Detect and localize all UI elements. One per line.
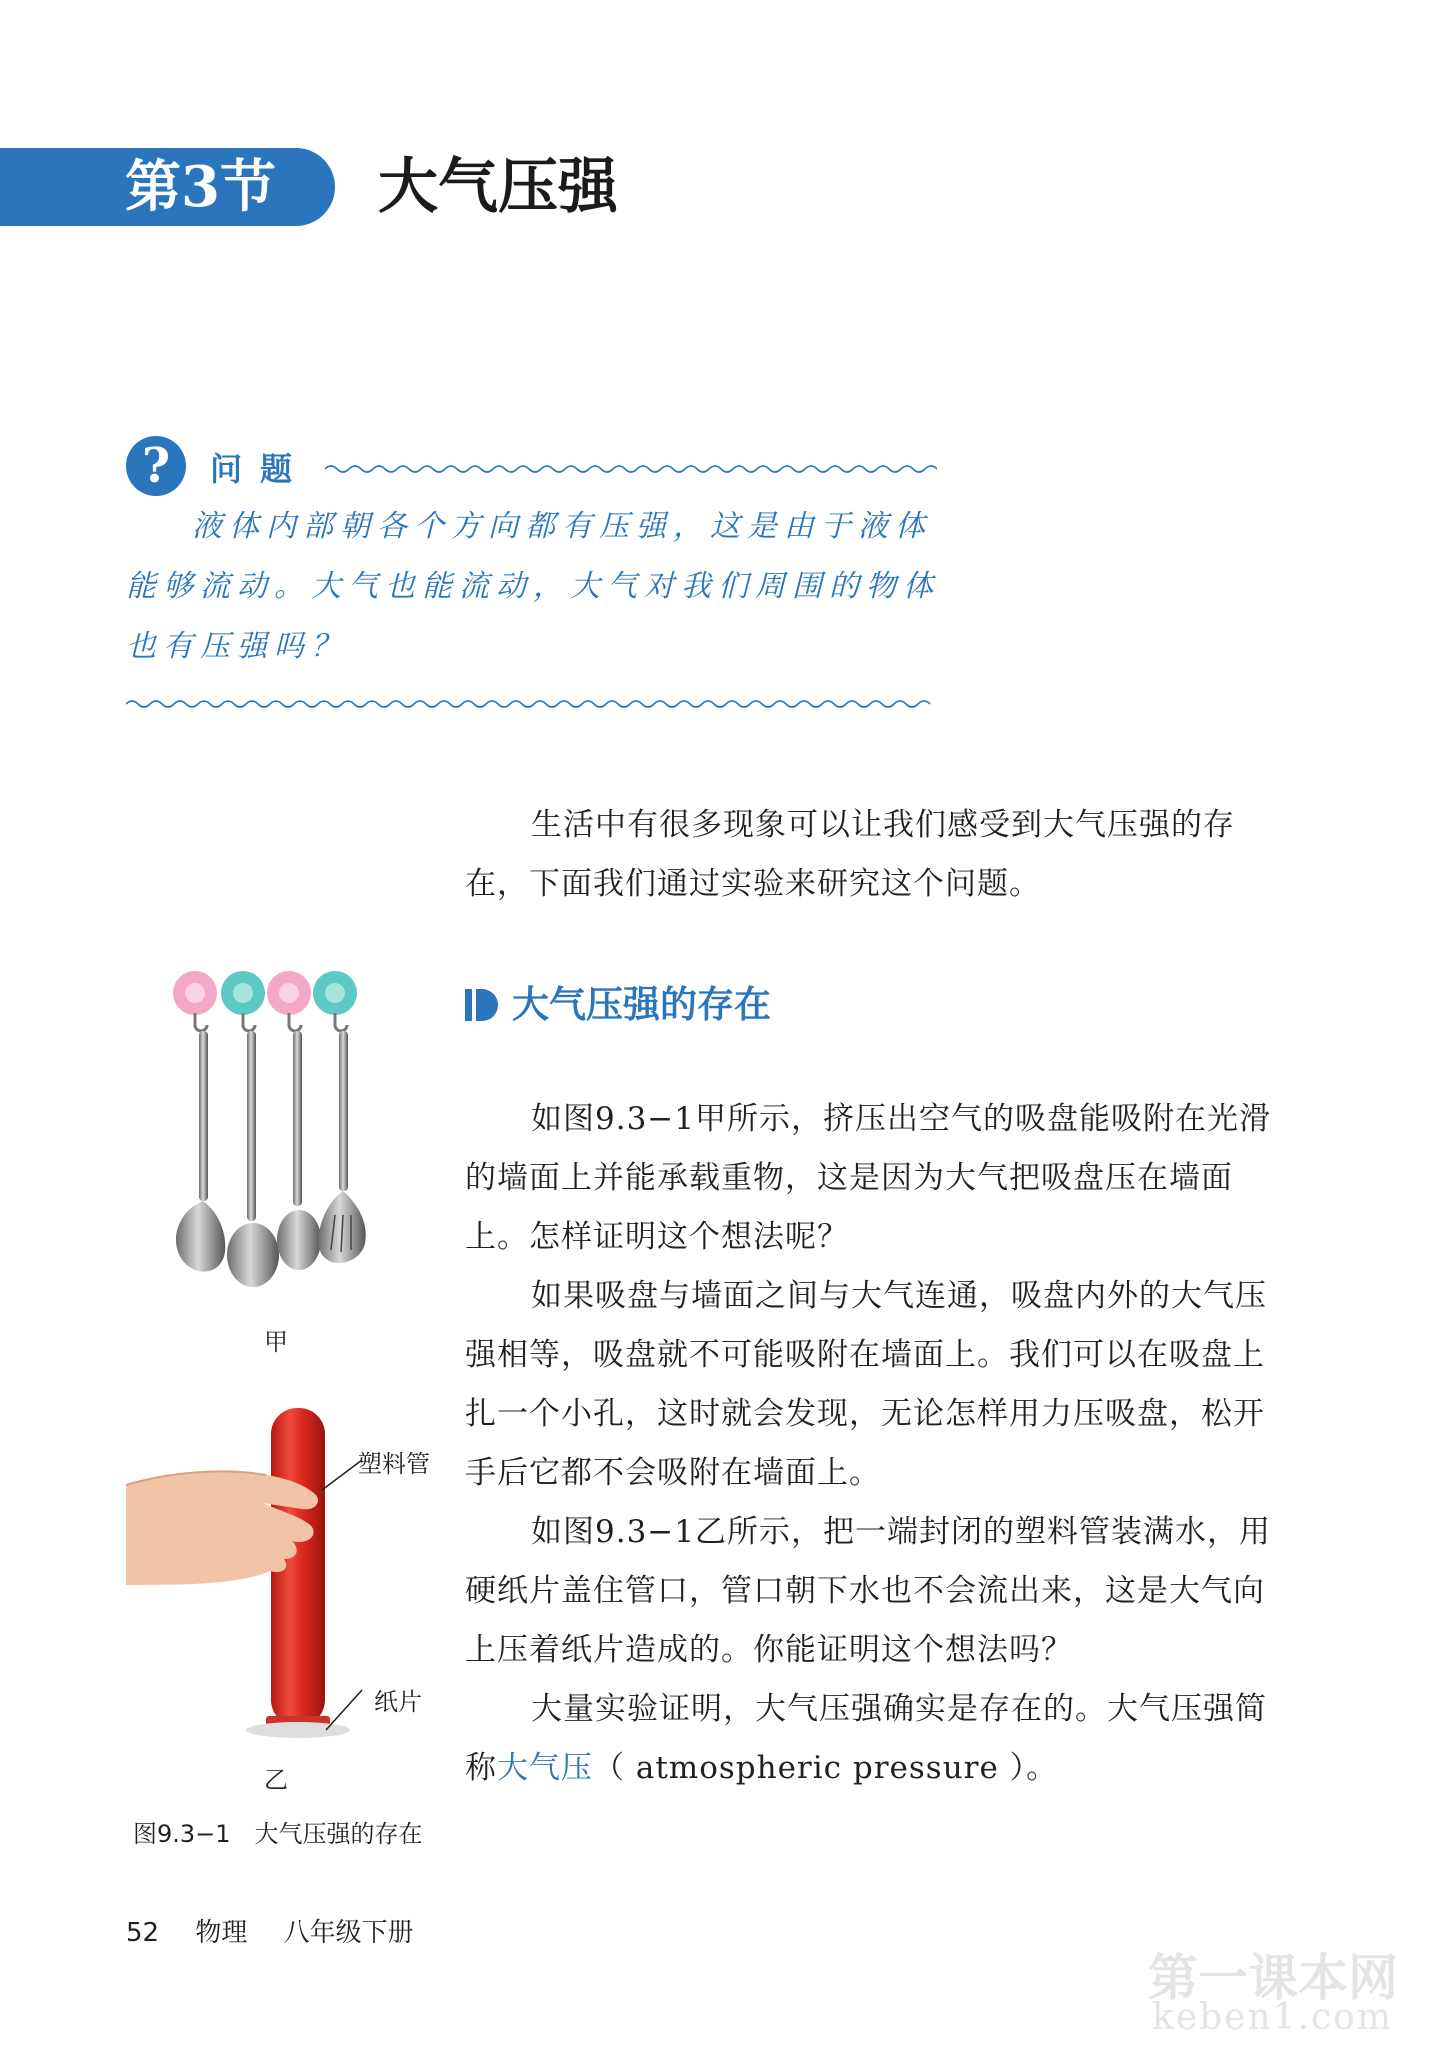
section-title: 大气压强 — [378, 152, 618, 222]
figure-caption: 图9.3−1 大气压强的存在 — [133, 1820, 423, 1848]
figure-label-b: 乙 — [264, 1766, 288, 1794]
section-number: 第3节 — [125, 154, 276, 220]
label-plastic-tube: 塑料管 — [358, 1450, 430, 1478]
key-term: 大气压 — [497, 1750, 593, 1786]
wavy-divider-bottom — [126, 698, 937, 710]
suction-cup-utensils-illustration — [165, 965, 390, 1310]
footer-subject: 物理 — [195, 1918, 248, 1948]
watermark-title: 第一课本网 — [1148, 1949, 1398, 2007]
figure-label-a: 甲 — [264, 1328, 288, 1356]
body-paragraph: 如果吸盘与墙面之间与大气连通，吸盘内外的大气压强相等，吸盘就不可能吸附在墙面上。我们可以在吸盘上扎一个小孔，这时就会发现，无论怎样用力压吸盘，松开手后它都不会吸附在墙面上。 — [465, 1278, 1267, 1491]
watermark-url: keben1.com — [1152, 1997, 1393, 2038]
page-number: 52 — [126, 1918, 160, 1948]
body-paragraph: 如图9.3−1甲所示，挤压出空气的吸盘能吸附在光滑的墙面上并能承载重物，这是因为大气把吸盘压在墙面上。怎样证明这个想法呢？ — [465, 1101, 1271, 1255]
question-label: 问题 — [210, 450, 311, 488]
body-paragraph: 如图9.3−1乙所示，把一端封闭的塑料管装满水，用硬纸片盖住管口，管口朝下水也不会流出来，这是大气向上压着纸片造成的。你能证明这个想法吗？ — [465, 1514, 1271, 1668]
subsection-title: 大气压强的存在 — [512, 983, 771, 1026]
main-body — [465, 1090, 1275, 1798]
wavy-divider-top — [325, 463, 937, 475]
page-footer — [126, 1912, 442, 1949]
subsection-marker-icon — [465, 987, 499, 1023]
body-paragraph-last: 大量实验证明，大气压强确实是存在的。大气压强简称大气压（ atmospheric pressure ）。 — [465, 1691, 1267, 1786]
intro-paragraph: 生活中有很多现象可以让我们感受到大气压强的存在，下面我们通过实验来研究这个问题。 — [465, 807, 1235, 902]
question-icon: ? — [126, 436, 186, 496]
question-text: 液体内部朝各个方向都有压强，这是由于液体能够流动。大气也能流动，大气对我们周围的物体也有压强吗？ — [126, 509, 940, 664]
footer-grade: 八年级下册 — [283, 1918, 414, 1948]
label-paper-card: 纸片 — [374, 1688, 422, 1716]
